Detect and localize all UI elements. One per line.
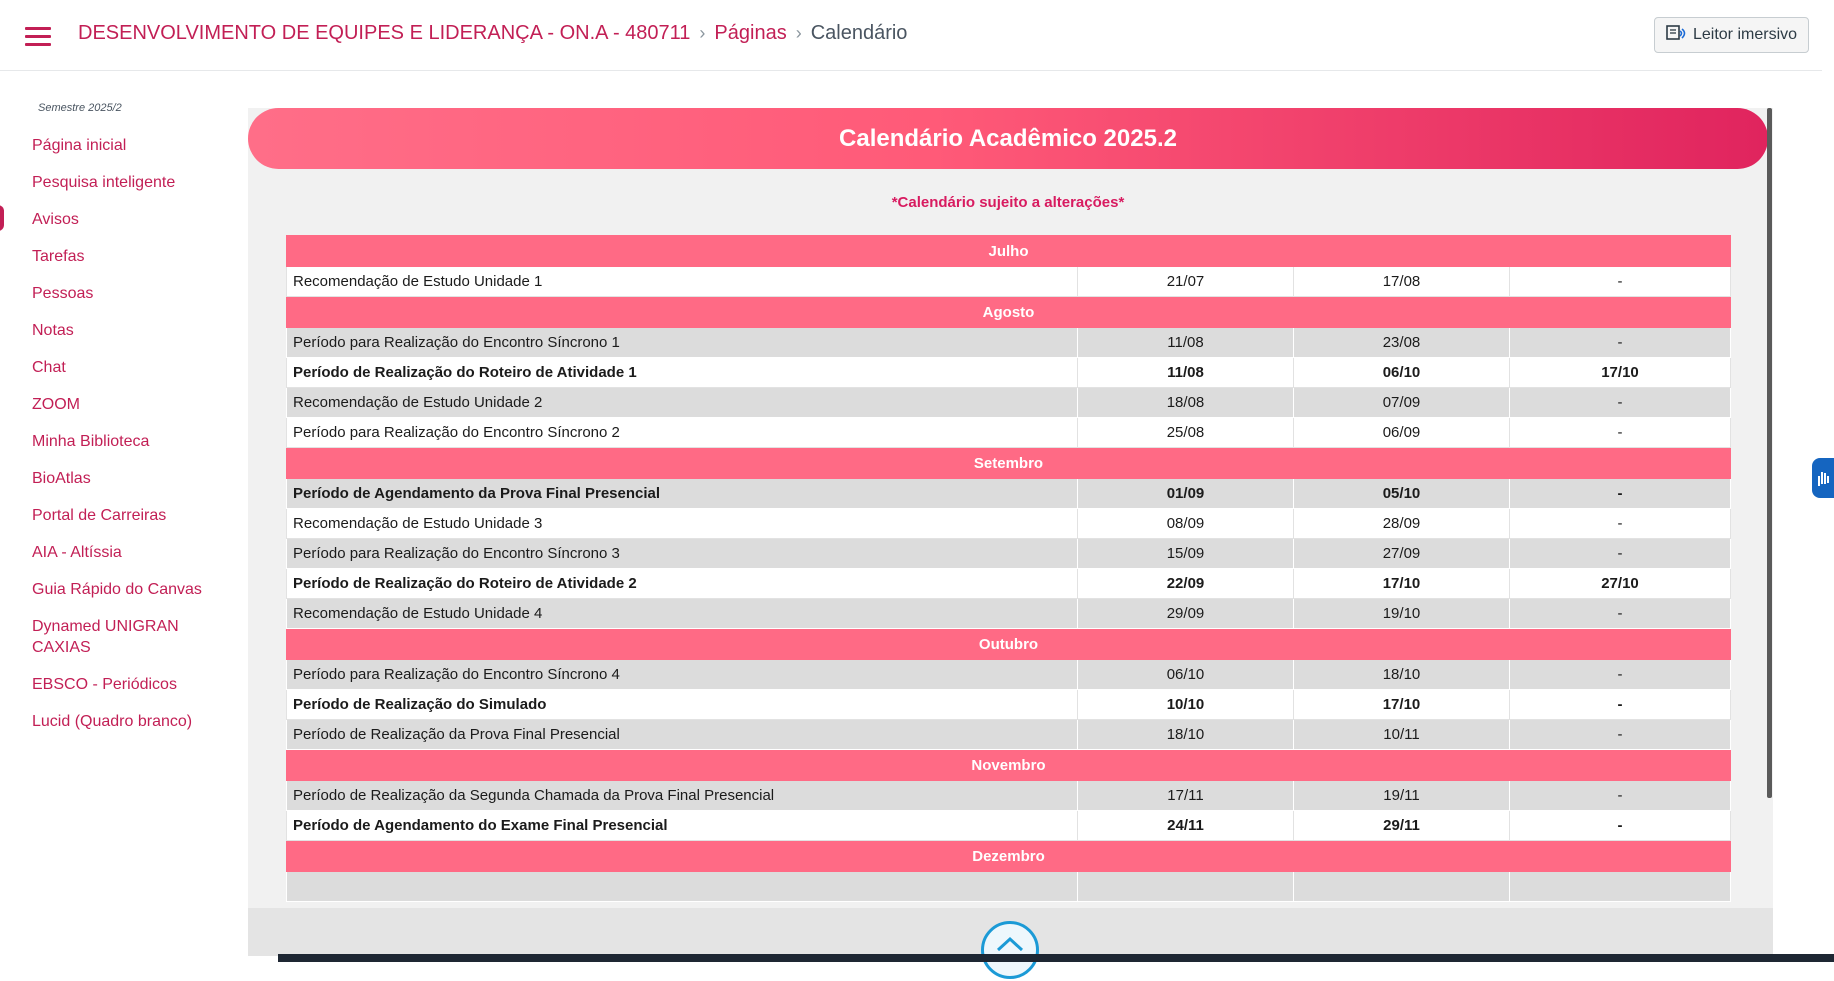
end-date-cell: 19/10 xyxy=(1294,599,1510,629)
extra-date-cell: 27/10 xyxy=(1510,569,1731,599)
start-date-cell: 15/09 xyxy=(1078,539,1294,569)
table-row xyxy=(287,569,1731,599)
end-date-cell: 06/10 xyxy=(1294,358,1510,388)
month-name: Novembro xyxy=(287,750,1731,781)
end-date-cell: 17/10 xyxy=(1294,569,1510,599)
immersive-reader-button[interactable] xyxy=(1654,17,1809,53)
month-header-row xyxy=(287,236,1731,267)
activity-cell: Período para Realização do Encontro Síncrono 1 xyxy=(287,328,1078,358)
sidebar-item-tarefas[interactable]: Tarefas xyxy=(32,248,85,265)
empty-cell xyxy=(1510,872,1731,902)
start-date-cell: 21/07 xyxy=(1078,267,1294,297)
activity-cell: Período de Agendamento do Exame Final Presencial xyxy=(287,811,1078,841)
month-header-row xyxy=(287,297,1731,328)
table-row xyxy=(287,720,1731,750)
activity-cell: Período para Realização do Encontro Síncrono 2 xyxy=(287,418,1078,448)
sidebar-item-minha-biblioteca[interactable]: Minha Biblioteca xyxy=(32,433,150,450)
table-row xyxy=(287,479,1731,509)
activity-cell: Período de Realização da Segunda Chamada da Prova Final Presencial xyxy=(287,781,1078,811)
month-name: Outubro xyxy=(287,629,1731,660)
table-row xyxy=(287,690,1731,720)
sidebar-item-lucid-quadro-branco[interactable]: Lucid (Quadro branco) xyxy=(32,713,193,730)
activity-cell: Período de Agendamento da Prova Final Presencial xyxy=(287,479,1078,509)
vertical-scrollbar[interactable] xyxy=(1767,108,1772,798)
course-navigation xyxy=(0,70,240,962)
table-row xyxy=(287,599,1731,629)
start-date-cell: 01/09 xyxy=(1078,479,1294,509)
table-row xyxy=(287,267,1731,297)
table-row xyxy=(287,328,1731,358)
extra-date-cell: 17/10 xyxy=(1510,358,1731,388)
sidebar-item-bioatlas[interactable]: BioAtlas xyxy=(32,470,91,487)
table-row xyxy=(287,811,1731,841)
page-footer xyxy=(248,908,1773,956)
hamburger-icon[interactable] xyxy=(25,27,51,47)
start-date-cell: 11/08 xyxy=(1078,328,1294,358)
end-date-cell: 10/11 xyxy=(1294,720,1510,750)
sidebar-item-chat[interactable]: Chat xyxy=(32,359,66,376)
table-row xyxy=(287,418,1731,448)
breadcrumb-course[interactable]: DESENVOLVIMENTO DE EQUIPES E LIDERANÇA - ON.A - 480711 xyxy=(78,22,691,44)
end-date-cell: 23/08 xyxy=(1294,328,1510,358)
end-date-cell: 19/11 xyxy=(1294,781,1510,811)
calendar-title: Calendário Acadêmico 2025.2 xyxy=(248,108,1768,169)
sidebar-item-pessoas[interactable]: Pessoas xyxy=(32,285,94,302)
start-date-cell: 29/09 xyxy=(1078,599,1294,629)
start-date-cell: 24/11 xyxy=(1078,811,1294,841)
extra-date-cell: - xyxy=(1510,660,1731,690)
table-row xyxy=(287,660,1731,690)
breadcrumb xyxy=(78,22,907,45)
activity-cell: Período de Realização do Roteiro de Atividade 2 xyxy=(287,569,1078,599)
table-row xyxy=(287,358,1731,388)
table-row xyxy=(287,872,1731,902)
immersive-reader-label: Leitor imersivo xyxy=(1692,26,1798,43)
sidebar-item-ebsco-periodicos[interactable]: EBSCO - Periódicos xyxy=(32,676,177,693)
sidebar-item-avisos[interactable]: Avisos xyxy=(32,211,79,228)
extra-date-cell: - xyxy=(1510,690,1731,720)
start-date-cell: 08/09 xyxy=(1078,509,1294,539)
empty-cell xyxy=(1294,872,1510,902)
table-row xyxy=(287,539,1731,569)
activity-cell: Recomendação de Estudo Unidade 2 xyxy=(287,388,1078,418)
sidebar-item-zoom[interactable]: ZOOM xyxy=(32,396,80,413)
extra-date-cell: - xyxy=(1510,418,1731,448)
activity-cell: Período para Realização do Encontro Síncrono 3 xyxy=(287,539,1078,569)
sidebar-item-portal-de-carreiras[interactable]: Portal de Carreiras xyxy=(32,507,167,524)
activity-cell: Recomendação de Estudo Unidade 4 xyxy=(287,599,1078,629)
extra-date-cell: - xyxy=(1510,479,1731,509)
calendar-subtitle: *Calendário sujeito a alterações* xyxy=(891,194,1125,211)
start-date-cell: 25/08 xyxy=(1078,418,1294,448)
os-taskbar xyxy=(278,954,1834,962)
top-bar xyxy=(0,0,1822,71)
activity-cell: Período de Realização da Prova Final Presencial xyxy=(287,720,1078,750)
semester-label: Semestre 2025/2 xyxy=(38,102,122,114)
start-date-cell: 17/11 xyxy=(1078,781,1294,811)
start-date-cell: 18/10 xyxy=(1078,720,1294,750)
extra-date-cell: - xyxy=(1510,599,1731,629)
extra-date-cell: - xyxy=(1510,267,1731,297)
activity-cell: Recomendação de Estudo Unidade 1 xyxy=(287,267,1078,297)
extra-date-cell: - xyxy=(1510,539,1731,569)
activity-cell: Período para Realização do Encontro Síncrono 4 xyxy=(287,660,1078,690)
end-date-cell: 17/08 xyxy=(1294,267,1510,297)
month-header-row xyxy=(287,750,1731,781)
sidebar-item-dynamed-unigran-caxias[interactable]: Dynamed UNIGRAN CAXIAS xyxy=(32,618,179,656)
extra-date-cell: - xyxy=(1510,328,1731,358)
month-header-row xyxy=(287,841,1731,872)
immersive-reader-icon xyxy=(1666,24,1686,47)
sidebar-item-pesquisa-inteligente[interactable]: Pesquisa inteligente xyxy=(32,174,176,191)
calendar-table xyxy=(286,235,1731,902)
start-date-cell: 18/08 xyxy=(1078,388,1294,418)
nav-list xyxy=(32,135,222,748)
start-date-cell: 11/08 xyxy=(1078,358,1294,388)
end-date-cell: 29/11 xyxy=(1294,811,1510,841)
sidebar-item-notas[interactable]: Notas xyxy=(32,322,74,339)
sidebar-item-guia-rapido-do-canvas[interactable]: Guia Rápido do Canvas xyxy=(32,581,202,598)
end-date-cell: 28/09 xyxy=(1294,509,1510,539)
activity-cell: Recomendação de Estudo Unidade 3 xyxy=(287,509,1078,539)
calendar-page xyxy=(248,108,1773,908)
table-row xyxy=(287,388,1731,418)
month-header-row xyxy=(287,629,1731,660)
sidebar-item-aia-altissia[interactable]: AIA - Altíssia xyxy=(32,544,122,561)
sidebar-item-pagina-inicial[interactable]: Página inicial xyxy=(32,137,127,154)
breadcrumb-separator: › xyxy=(795,23,802,43)
extra-date-cell: - xyxy=(1510,811,1731,841)
month-name: Setembro xyxy=(287,448,1731,479)
empty-cell xyxy=(1078,872,1294,902)
breadcrumb-separator: › xyxy=(699,23,706,43)
empty-cell xyxy=(287,872,1078,902)
breadcrumb-pages[interactable]: Páginas xyxy=(714,22,787,44)
month-name: Dezembro xyxy=(287,841,1731,872)
active-indicator xyxy=(0,205,4,231)
start-date-cell: 10/10 xyxy=(1078,690,1294,720)
hand-accessibility-icon[interactable] xyxy=(1812,458,1834,498)
end-date-cell: 07/09 xyxy=(1294,388,1510,418)
breadcrumb-current: Calendário xyxy=(810,22,908,44)
extra-date-cell: - xyxy=(1510,781,1731,811)
end-date-cell: 27/09 xyxy=(1294,539,1510,569)
end-date-cell: 06/09 xyxy=(1294,418,1510,448)
start-date-cell: 06/10 xyxy=(1078,660,1294,690)
activity-cell: Período de Realização do Simulado xyxy=(287,690,1078,720)
end-date-cell: 17/10 xyxy=(1294,690,1510,720)
table-row xyxy=(287,509,1731,539)
month-header-row xyxy=(287,448,1731,479)
start-date-cell: 22/09 xyxy=(1078,569,1294,599)
extra-date-cell: - xyxy=(1510,720,1731,750)
extra-date-cell: - xyxy=(1510,388,1731,418)
month-name: Julho xyxy=(287,236,1731,267)
table-row xyxy=(287,781,1731,811)
activity-cell: Período de Realização do Roteiro de Atividade 1 xyxy=(287,358,1078,388)
home-icon[interactable] xyxy=(981,921,1039,979)
month-name: Agosto xyxy=(287,297,1731,328)
end-date-cell: 05/10 xyxy=(1294,479,1510,509)
end-date-cell: 18/10 xyxy=(1294,660,1510,690)
extra-date-cell: - xyxy=(1510,509,1731,539)
